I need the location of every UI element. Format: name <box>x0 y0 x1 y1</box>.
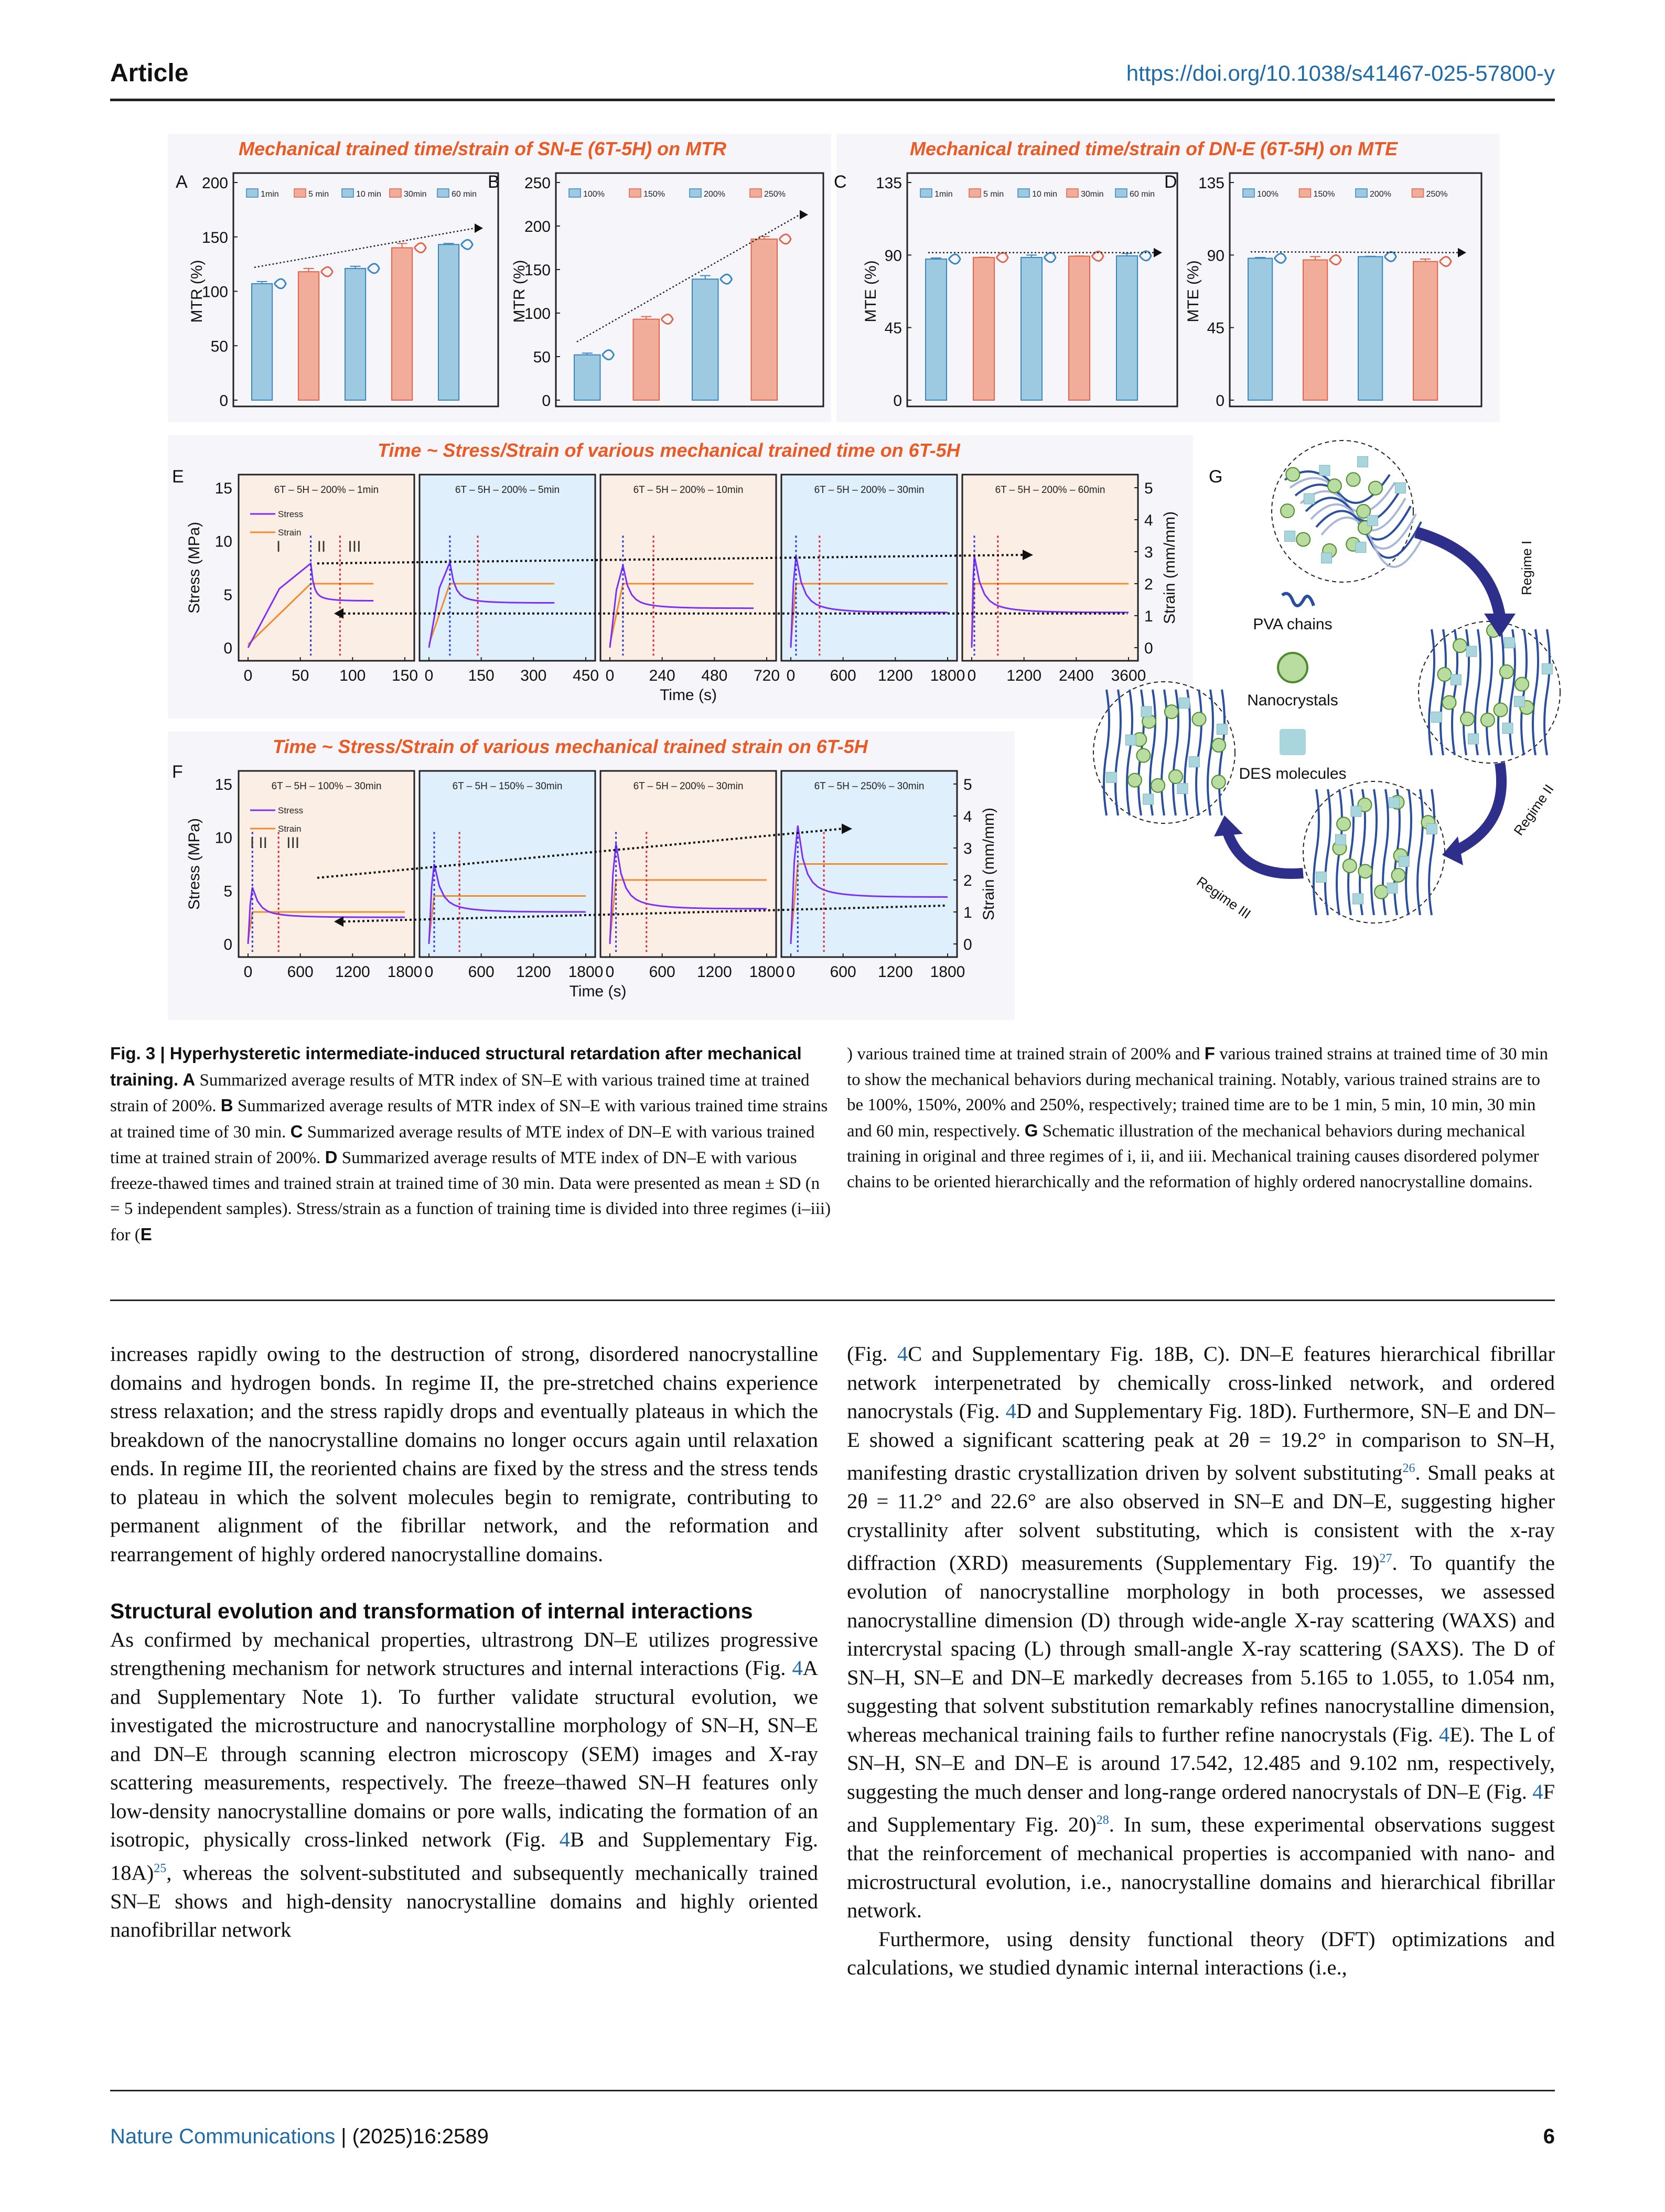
subplot-frame <box>781 475 957 661</box>
citation-link[interactable]: 28 <box>1096 1813 1109 1827</box>
bar <box>252 284 272 400</box>
svg-text:200: 200 <box>524 218 551 235</box>
svg-text:480: 480 <box>701 667 728 684</box>
svg-text:30min: 30min <box>1081 190 1104 199</box>
bar <box>345 269 366 400</box>
svg-text:1800: 1800 <box>930 963 965 981</box>
body-right-column <box>847 1340 1555 1982</box>
svg-text:50: 50 <box>291 667 309 684</box>
svg-text:0: 0 <box>967 667 976 684</box>
svg-text:PVA chains: PVA chains <box>1253 616 1333 633</box>
svg-text:1200: 1200 <box>1006 667 1042 684</box>
svg-text:10: 10 <box>214 533 232 551</box>
regime-arrow <box>1416 532 1500 616</box>
pva-chains-icon <box>1282 594 1314 606</box>
svg-text:0: 0 <box>963 936 972 953</box>
svg-text:5 min: 5 min <box>308 190 329 199</box>
svg-text:II: II <box>259 834 267 852</box>
bar <box>926 259 947 400</box>
svg-text:1200: 1200 <box>515 963 551 981</box>
svg-text:5: 5 <box>963 776 972 793</box>
svg-text:6T – 5H – 150% – 30min: 6T – 5H – 150% – 30min <box>452 781 563 792</box>
svg-text:600: 600 <box>287 963 314 981</box>
subplot-frame <box>600 771 776 957</box>
svg-text:1200: 1200 <box>877 963 913 981</box>
panel-label: A <box>176 172 188 192</box>
svg-text:6T – 5H – 200% – 60min: 6T – 5H – 200% – 60min <box>995 485 1105 496</box>
svg-text:MTR (%): MTR (%) <box>511 260 528 323</box>
svg-text:0: 0 <box>605 963 615 981</box>
title-f: Time ~ Stress/Strain of various mechanical trained strain on 6T-5H <box>273 736 868 757</box>
svg-text:DES molecules: DES molecules <box>1239 765 1347 782</box>
svg-text:3: 3 <box>963 840 972 857</box>
svg-text:0: 0 <box>1144 640 1153 657</box>
svg-text:III: III <box>348 538 361 555</box>
svg-text:6T – 5H – 200% – 30min: 6T – 5H – 200% – 30min <box>633 781 744 792</box>
bar <box>438 244 459 400</box>
panel-label: G <box>1209 467 1223 487</box>
svg-text:90: 90 <box>884 247 902 265</box>
subplot-frame <box>239 771 414 957</box>
svg-text:4: 4 <box>1144 512 1153 529</box>
caption-left: Fig. 3 | Hyperhysteretic intermediate-induced structural retardation after mechanical training. A Summarized average results of MTR index of SN–E with various trained time at trained strain of 200%. B Summarized average results of MTR index of SN–E with various trained time strains at trained time of 30 min. C Summarized average results of MTE index of DN–E with various trained time at trained strain of 200%. D Summarized average results of MTE index of DN–E with various freeze-thawed times and trained strain at trained time of 30 min. Data were presented as mean ± SD (n = 5 independent samples). Stress/strain as a function of training time is divided into three regimes (i–iii) for (E <box>110 1044 831 1244</box>
svg-text:1: 1 <box>1144 608 1153 625</box>
svg-text:3600: 3600 <box>1111 667 1146 684</box>
caption-b: Summarized average results of MTR index of SN–E with various trained time strains at trained time of 30 min. <box>110 1097 828 1142</box>
caption-e: ) various trained time at trained strain of 200% and <box>847 1045 1205 1064</box>
fig-ref-link[interactable]: 4 <box>1438 1722 1450 1746</box>
svg-text:0: 0 <box>219 392 228 410</box>
paragraph: increases rapidly owing to the destruction of strong, disordered nanocrystalline domains and hydrogen bonds. In regime II, the pre-stretched chains experience stress relaxation; and the stress rapidly drops and eventually plateaus in which the breakdown of the nanocrystalline domains no longer occurs again until relaxation ends. In regime III, the reoriented chains are fixed by the stress and the stress tends to plateau in which the solvent molecules begin to remigrate, contributing to permanent alignment of the fibrillar network, and the reformation and rearrangement of highly ordered nanocrystalline domains. <box>110 1342 818 1566</box>
svg-text:250%: 250% <box>1426 190 1448 199</box>
paragraph: Furthermore, using density functional theory (DFT) optimizations and calculations, we studied dynamic internal interactions (i.e., <box>847 1927 1555 1979</box>
svg-text:Regime II: Regime II <box>1510 781 1557 839</box>
svg-text:0: 0 <box>243 667 253 684</box>
footer-citation: Nature Communications | (2025)16:2589 <box>110 2125 489 2148</box>
panel-label: D <box>1164 172 1177 192</box>
page-number: 6 <box>1543 2125 1555 2148</box>
svg-text:200: 200 <box>201 175 228 192</box>
svg-text:Strain (mm/mm): Strain (mm/mm) <box>980 808 997 920</box>
doi-link[interactable]: https://doi.org/10.1038/s41467-025-57800-y <box>1126 61 1555 85</box>
bar <box>392 248 412 401</box>
title-e: Time ~ Stress/Strain of various mechanical trained time on 6T-5H <box>378 439 960 461</box>
bar <box>1413 262 1437 400</box>
svg-text:6T – 5H – 100% – 30min: 6T – 5H – 100% – 30min <box>271 781 382 792</box>
caption-title: Hyperhysteretic intermediate-induced structural retardation after mechanical training. <box>110 1044 802 1089</box>
subplot-frame <box>239 475 414 661</box>
paragraph: (Fig. 4C and Supplementary Fig. 18B, C). DN–E features hierarchical fibrillar network interpenetrated by chemically cross-linked network, and ordered nanocrystals (Fig. 4D and Supplementary Fig. 18D). Furthermore, SN–E and DN–E showed a significant scattering peak at 2θ = 19.2° in comparison to SN–H, manifesting drastic crystallization driven by solvent substituting$^{26}$. Small peaks at 2θ = 11.2° and 22.6° are also observed in SN–E and DN–E, suggesting higher crystallinity after solvent substituting, which is consistent with the x-ray diffraction (XRD) measurements (Supplementary Fig. 19)$^{27}$. To quantify the evolution of nanocrystalline morphology in both processes, we assessed nanocrystalline dimension (D) through wide-angle X-ray scattering (WAXS) and intercrystal spacing (L) through small-angle X-ray scattering (SAXS). The D of SN–H, SN–E and DN–E markedly decreases from 5.165 to 1.055, to 1.054 nm, suggesting that solvent substitution remarkably refines nanocrystalline dimension, whereas mechanical training fails to further refine nanocrystals (Fig. 4E). The L of SN–H, SN–E and DN–E is around 17.542, 12.485 and 9.102 nm, respectively, suggesting the much denser and long-range ordered nanocrystals of DN–E (Fig. 4F and Supplementary Fig. 20)$^{28}$. In sum, these experimental observations suggest that the reinforcement of mechanical properties is accompanied with nano- and microstructural evolution, i.e., nanocrystalline domains and hierarchical fibrillar network. <box>847 1342 1555 1922</box>
svg-text:Strain: Strain <box>278 824 302 834</box>
svg-text:0: 0 <box>786 963 796 981</box>
svg-text:5 min: 5 min <box>983 190 1004 199</box>
caption-c: Summarized average results of MTE index of DN–E with various trained time at trained strain of 200%. <box>110 1122 815 1167</box>
svg-text:2400: 2400 <box>1058 667 1094 684</box>
svg-text:0: 0 <box>1216 392 1224 410</box>
svg-text:50: 50 <box>210 338 228 356</box>
svg-text:10: 10 <box>214 829 232 847</box>
svg-text:6T – 5H – 200% – 5min: 6T – 5H – 200% – 5min <box>455 485 560 496</box>
svg-text:30min: 30min <box>404 190 427 199</box>
caption-f: various trained strains at trained time of 30 min to show the mechanical behaviors during mechanical training. Notably, various trained strains are to be 100%, 150%, 200% and 250%, respectively; trained time are to be 1 min, 5 min, 10 min, 30 min and 60 min, respectively. <box>847 1045 1549 1141</box>
svg-text:150%: 150% <box>643 190 665 199</box>
svg-text:600: 600 <box>830 667 856 684</box>
bar <box>1069 256 1090 400</box>
svg-text:0: 0 <box>424 667 434 684</box>
svg-text:150: 150 <box>391 667 418 684</box>
svg-text:5: 5 <box>223 883 232 900</box>
svg-text:Strain (mm/mm): Strain (mm/mm) <box>1161 511 1178 624</box>
svg-text:600: 600 <box>468 963 495 981</box>
svg-text:1800: 1800 <box>568 963 604 981</box>
svg-text:1800: 1800 <box>387 963 423 981</box>
svg-text:Stress: Stress <box>278 806 304 815</box>
title-cd: Mechanical trained time/strain of DN-E (6T-5H) on MTE <box>910 138 1398 159</box>
bar <box>1021 257 1042 400</box>
caption-rule <box>110 1300 1555 1301</box>
panel-label: F <box>172 762 183 782</box>
svg-text:Regime III: Regime III <box>1194 873 1254 922</box>
svg-text:0: 0 <box>786 667 796 684</box>
svg-text:1min: 1min <box>934 190 953 199</box>
svg-text:10 min: 10 min <box>356 190 382 199</box>
svg-text:200%: 200% <box>1370 190 1391 199</box>
svg-text:Strain: Strain <box>278 528 302 538</box>
svg-text:3: 3 <box>1144 544 1153 561</box>
svg-text:100: 100 <box>339 667 366 684</box>
fig-ref-link[interactable]: 4 <box>1532 1779 1543 1803</box>
body-left-column <box>110 1340 818 1945</box>
svg-text:250%: 250% <box>764 190 786 199</box>
bar <box>751 239 778 400</box>
footer-rule <box>110 2090 1555 2091</box>
svg-text:1200: 1200 <box>335 963 370 981</box>
svg-text:2: 2 <box>1144 576 1153 593</box>
section-heading: Structural evolution and transformation of internal interactions <box>110 1599 753 1623</box>
svg-text:5: 5 <box>223 586 232 604</box>
svg-text:Time (s): Time (s) <box>569 983 627 1000</box>
bar <box>1358 256 1382 400</box>
fig-ref-link[interactable]: 4 <box>897 1342 908 1366</box>
subplot-frame <box>420 771 595 957</box>
svg-text:240: 240 <box>649 667 675 684</box>
citation-link[interactable]: 26 <box>1402 1462 1415 1475</box>
svg-text:Nanocrystals: Nanocrystals <box>1247 692 1338 709</box>
svg-text:60 min: 60 min <box>1130 190 1155 199</box>
svg-text:Stress (MPa): Stress (MPa) <box>186 818 203 910</box>
svg-text:6T – 5H – 200% – 1min: 6T – 5H – 200% – 1min <box>274 485 379 496</box>
svg-text:MTE (%): MTE (%) <box>1185 260 1202 323</box>
svg-text:250: 250 <box>524 175 551 192</box>
svg-text:150: 150 <box>468 667 495 684</box>
svg-text:MTE (%): MTE (%) <box>862 260 879 323</box>
subplot-frame <box>600 475 776 661</box>
svg-text:450: 450 <box>572 667 599 684</box>
svg-text:0: 0 <box>243 963 253 981</box>
svg-text:100%: 100% <box>583 190 605 199</box>
svg-text:0: 0 <box>223 640 232 657</box>
svg-text:135: 135 <box>875 175 902 192</box>
figure-charts <box>168 134 1557 1020</box>
svg-text:II: II <box>317 538 326 555</box>
svg-text:6T – 5H – 250% – 30min: 6T – 5H – 250% – 30min <box>814 781 925 792</box>
svg-text:I: I <box>276 538 281 555</box>
fig-ref-link[interactable]: 4 <box>559 1828 571 1851</box>
svg-text:1200: 1200 <box>877 667 913 684</box>
svg-text:Stress: Stress <box>278 509 304 519</box>
bar <box>574 355 600 400</box>
svg-text:0: 0 <box>542 392 551 410</box>
svg-text:150: 150 <box>524 262 551 279</box>
svg-text:15: 15 <box>214 480 232 497</box>
journal-name[interactable]: Nature Communications <box>110 2125 336 2148</box>
fig-ref-link[interactable]: 4 <box>792 1656 803 1680</box>
svg-text:600: 600 <box>830 963 856 981</box>
svg-text:Time (s): Time (s) <box>660 686 717 704</box>
svg-text:4: 4 <box>963 808 972 825</box>
citation-link[interactable]: 27 <box>1379 1552 1392 1565</box>
svg-text:45: 45 <box>884 319 902 337</box>
svg-text:1800: 1800 <box>749 963 785 981</box>
panel-label: C <box>834 172 847 192</box>
svg-text:150: 150 <box>201 229 228 246</box>
bar <box>973 257 994 400</box>
svg-text:150%: 150% <box>1313 190 1335 199</box>
des-molecule-icon <box>1280 729 1306 755</box>
caption-fig-label: Fig. 3 | <box>110 1044 170 1063</box>
svg-text:200%: 200% <box>704 190 725 199</box>
title-ab: Mechanical trained time/strain of SN-E (6T-5H) on MTR <box>239 138 727 159</box>
svg-text:300: 300 <box>520 667 547 684</box>
paragraph: As confirmed by mechanical properties, ultrastrong DN–E utilizes progressive strengthening mechanism for network structures and internal interactions (Fig. 4A and Supplementary Note 1). To further validate structural evolution, we investigated the microstructure and nanocrystalline morphology of SN–H, SN–E and DN–E through scanning electron microscopy (SEM) images and X-ray scattering measurements, respectively. The freeze–thawed SN–H features only low-density nanocrystalline domains or pore walls, indicating the formation of an isotropic, physically cross-linked network (Fig. 4B and Supplementary Fig. 18A)$^{25}$, whereas the solvent-substituted and subsequently mechanically trained SN–E shows and high-density nanocrystalline domains and highly oriented nanofibrillar network <box>110 1627 818 1941</box>
bar <box>633 319 660 400</box>
svg-text:50: 50 <box>533 349 551 366</box>
svg-text:0: 0 <box>223 936 232 953</box>
svg-text:1: 1 <box>963 904 972 921</box>
svg-text:135: 135 <box>1198 175 1224 192</box>
svg-text:45: 45 <box>1207 319 1224 337</box>
nanocrystal-icon <box>1278 653 1307 682</box>
caption-a: Summarized average results of MTR index of SN–E with various trained time at trained strain of 200%. <box>110 1070 810 1115</box>
panel-label: E <box>172 467 184 487</box>
svg-text:Stress (MPa): Stress (MPa) <box>186 521 203 614</box>
svg-text:I: I <box>250 834 255 852</box>
svg-text:0: 0 <box>605 667 615 684</box>
caption-d: Summarized average results of MTE index of DN–E with various freeze-thawed times and trained strain at trained time of 30 min. Data were presented as mean ± SD (n = 5 independent samples). Stress/strain as a function of training time is divided into three regimes (i–iii) for ( <box>110 1148 831 1244</box>
svg-text:0: 0 <box>893 392 902 410</box>
caption-right: ) various trained time at trained strain of 200% and F various trained strains at trained time of 30 min to show the mechanical behaviors during mechanical training. Notably, various trained strains are to be 100%, 150%, 200% and 250%, respectively; trained time are to be 1 min, 5 min, 10 min, 30 min and 60 min, respectively. G Schematic illustration of the mechanical behaviors during mechanical training in original and three regimes of i, ii, and iii. Mechanical training causes disordered polymer chains to be oriented hierarchically and the reformation of highly ordered nanocrystalline domains. <box>847 1044 1549 1191</box>
svg-text:100: 100 <box>201 283 228 301</box>
svg-text:III: III <box>286 834 300 852</box>
citation-link[interactable]: 25 <box>154 1861 167 1875</box>
section-label: Article <box>110 59 189 87</box>
svg-text:1800: 1800 <box>930 667 965 684</box>
svg-text:60 min: 60 min <box>452 190 477 199</box>
svg-text:5: 5 <box>1144 480 1153 497</box>
subplot-frame <box>420 475 595 661</box>
caption-g: Schematic illustration of the mechanical behaviors during mechanical training in original and three regimes of i, ii, and iii. Mechanical training causes disordered polymer chains to be oriented hierarchically and the reformation of highly ordered nanocrystalline domains. <box>847 1121 1539 1191</box>
bar <box>1248 258 1272 400</box>
svg-text:Regime I: Regime I <box>1519 540 1534 595</box>
svg-text:10 min: 10 min <box>1032 190 1058 199</box>
svg-text:600: 600 <box>649 963 675 981</box>
figure-3 <box>168 134 1557 1020</box>
bar <box>692 279 718 400</box>
fig-ref-link[interactable]: 4 <box>1005 1399 1016 1423</box>
subplot-frame <box>962 475 1138 661</box>
svg-text:100%: 100% <box>1257 190 1279 199</box>
svg-text:6T – 5H – 200% – 10min: 6T – 5H – 200% – 10min <box>633 485 744 496</box>
svg-text:90: 90 <box>1207 247 1224 265</box>
panel-label: B <box>488 172 500 192</box>
svg-text:1200: 1200 <box>696 963 732 981</box>
svg-text:720: 720 <box>753 667 780 684</box>
svg-text:15: 15 <box>214 776 232 793</box>
header-rule <box>110 99 1555 101</box>
svg-text:0: 0 <box>424 963 434 981</box>
svg-text:2: 2 <box>963 872 972 889</box>
bar <box>298 272 319 400</box>
svg-text:100: 100 <box>524 305 551 323</box>
svg-text:MTR (%): MTR (%) <box>188 260 206 323</box>
bar <box>1303 260 1327 400</box>
svg-text:1min: 1min <box>261 190 279 199</box>
svg-text:6T – 5H – 200% – 30min: 6T – 5H – 200% – 30min <box>814 485 925 496</box>
bar <box>1116 256 1137 400</box>
